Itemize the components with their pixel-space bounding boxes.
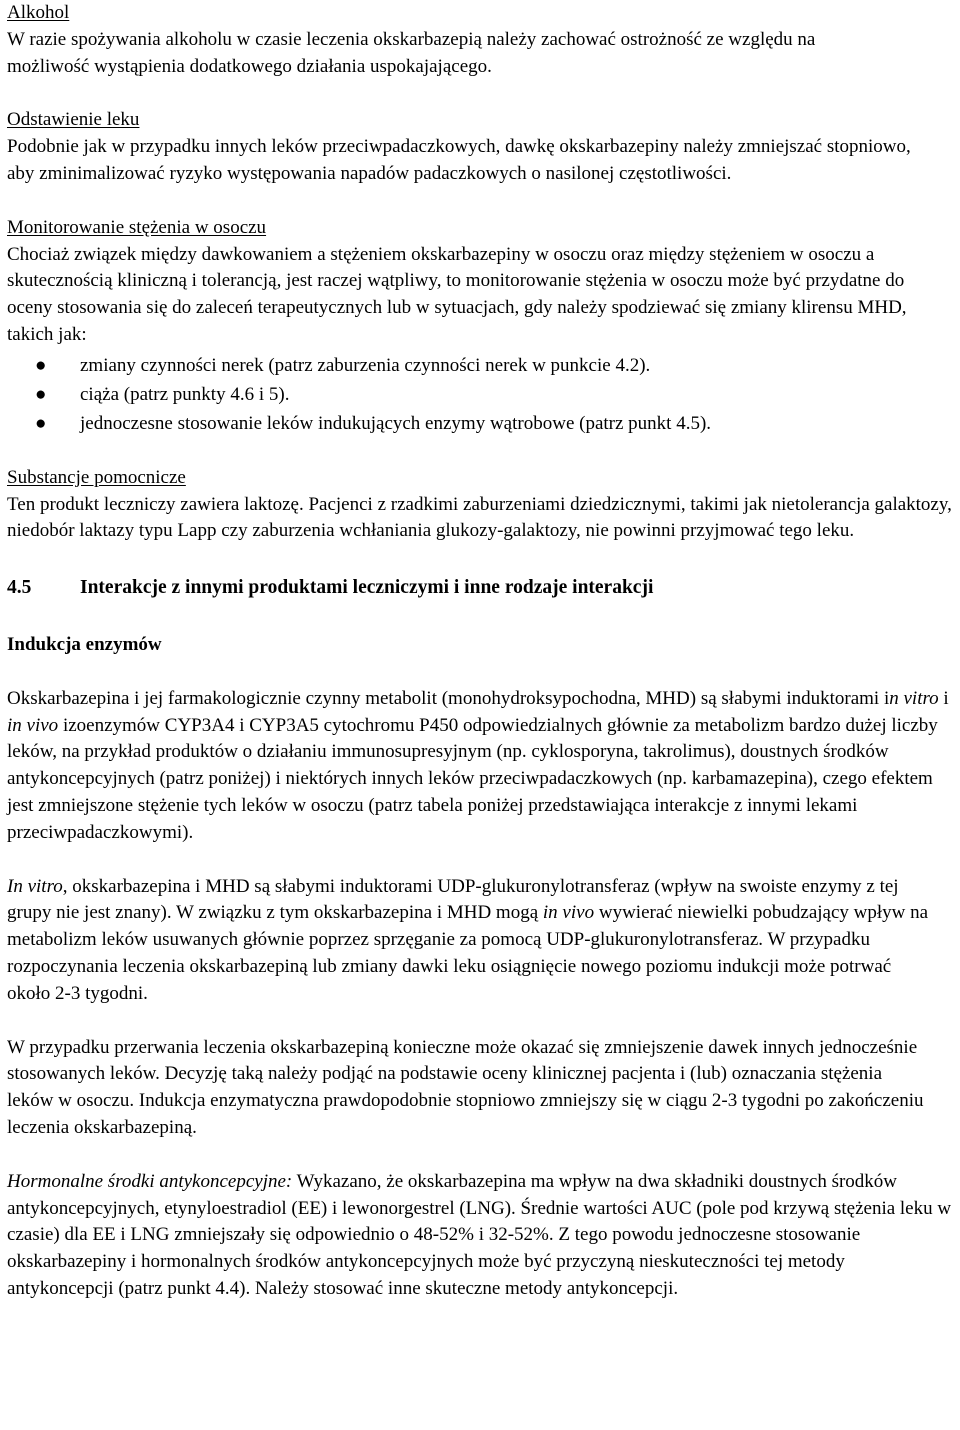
- italic-span: in vivo: [542, 902, 595, 924]
- list-item: [7, 409, 956, 438]
- section-4-5: [7, 575, 956, 1303]
- list-item: [7, 380, 956, 409]
- text-span: i: [938, 687, 949, 709]
- bullet-icon: ●: [35, 383, 47, 405]
- italic-span: n vitro: [889, 687, 939, 709]
- section-title-text: Interakcje z innymi produktami leczniczymi i inne rodzaje interakcji: [80, 577, 654, 599]
- list-item-text: jednoczesne stosowanie leków indukujących enzymy wątrobowe (patrz punkt 4.5).: [80, 412, 712, 434]
- italic-span: in vivo: [7, 714, 59, 736]
- text-span: Wykazano, że okskarbazepina ma wpływ na dwa składniki doustnych środków antykoncepcyjnych, etynyloestradiol (EE) i lewonorgestrel (LNG). Średnie wartości AUC (pole pod krzywą stężenia leku w czasie) dla EE i LNG zmniejszały się odpowiednio o 48-52% i 32-52%. Z tego powodu jednoczesne stosowanie okskarbazepiny i hormonalnych środków antykoncepcyjnych może być przyczyną nieskuteczności tej metody antykoncepcji (patrz punkt 4.4). Należy stosować inne skuteczne metody antykoncepcji.: [7, 1170, 952, 1299]
- italic-span: Hormonalne środki antykoncepcyjne:: [7, 1170, 293, 1192]
- excipients-heading: Substancje pomocnicze: [7, 466, 186, 488]
- monitoring-section: [7, 215, 956, 438]
- text-span: , okskarbazepina i MHD są słabymi induktorami UDP-glukuronylotransferaz (wpływ na swoiste enzymy z tej grupy nie jest znany). W związku z tym okskarbazepina i MHD mogą: [7, 875, 899, 924]
- monitoring-heading: Monitorowanie stężenia w osoczu: [7, 216, 267, 238]
- list-item: [7, 351, 956, 380]
- subheading-enzyme-induction: Indukcja enzymów: [7, 633, 162, 655]
- monitoring-bullet-list: [7, 351, 956, 438]
- alcohol-text: W razie spożywania alkoholu w czasie leczenia okskarbazepią należy zachować ostrożność ze względu na możliwość wystąpienia dodatkowego działania uspokajającego.: [7, 28, 816, 77]
- withdrawal-text: Podobnie jak w przypadku innych leków przeciwpadaczkowych, dawkę okskarbazepiny należy zmniejszać stopniowo, aby zminimalizować ryzyko występowania napadów padaczkowych o nasilonej częstotliwości.: [7, 136, 911, 184]
- italic-span: In vitro: [7, 875, 63, 897]
- text-span: wywierać niewielki pobudzający wpływ na metabolizm leków usuwanych głównie poprzez sprzęganie za pomocą UDP-glukuronylotransferaz. W przypadku rozpoczynania leczenia okskarbazepiną lub zmiany dawki leku osiągnięcie nowego poziomu indukcji może potrwać około 2-3 tygodni.: [7, 902, 929, 1004]
- list-item-text: ciąża (patrz punkty 4.6 i 5).: [80, 383, 290, 405]
- excipients-section: [7, 465, 956, 545]
- bullet-icon: ●: [35, 412, 47, 434]
- list-item-text: zmiany czynności nerek (patrz zaburzenia czynności nerek w punkcie 4.2).: [80, 354, 651, 376]
- paragraph-discontinuation: W przypadku przerwania leczenia okskarbazepiną konieczne może okazać się zmniejszenie dawek innych jednocześnie stosowanych leków. Decyzję taką należy podjąć na podstawie oceny klinicznej pacjenta i (lub) oznaczania stężenia leków w osoczu. Indukcja enzymatyczna prawdopodobnie stopniowo zmniejszy się w ciągu 2-3 tygodni po zakończeniu leczenia okskarbazepiną.: [7, 1036, 924, 1138]
- alcohol-section: [7, 0, 956, 80]
- withdrawal-section: [7, 107, 956, 187]
- paragraph-in-vitro: [7, 874, 932, 1008]
- section-title: [7, 575, 956, 602]
- paragraph-enzyme-induction: [7, 686, 955, 847]
- text-span: Okskarbazepina i jej farmakologicznie czynny metabolit (monohydroksypochodna, MHD) są słabymi induktorami i: [7, 687, 890, 709]
- excipients-text: Ten produkt leczniczy zawiera laktozę. Pacjenci z rzadkimi zaburzeniami dziedzicznymi, takimi jak nietolerancja galaktozy, niedobór laktazy typu Lapp czy zaburzenia wchłaniania glukozy-galaktozy, nie powinni przyjmować tego leku.: [7, 493, 952, 542]
- alcohol-heading: Alkohol: [7, 2, 70, 23]
- text-span: izoenzymów CYP3A4 i CYP3A5 cytochromu P450 odpowiedzialnych głównie za metabolizm bardzo dużej liczby leków, na przykład produktów o działaniu immunosupresyjnym (np. cyklosporyna, takrolimus), doustnych środków antykoncepcyjnych (patrz poniżej) i niektórych innych leków przeciwpadaczkowych (np. karbamazepina), czego efektem jest zmniejszone stężenie tych leków w osoczu (patrz tabela poniżej przedstawiająca interakcje z innymi lekami przeciwpadaczkowymi).: [7, 714, 938, 843]
- withdrawal-heading: Odstawienie leku: [7, 109, 140, 131]
- monitoring-text: Chociaż związek między dawkowaniem a stężeniem okskarbazepiny w osoczu oraz między stężeniem w osoczu a skutecznością kliniczną i tolerancją, jest raczej wątpliwy, to monitorowanie stężenia w osoczu może być przydatne do oceny stosowania się do zaleceń terapeutycznych lub w sytuacjach, gdy należy spodziewać się zmiany klirensu MHD, takich jak:: [7, 243, 907, 345]
- bullet-icon: ●: [35, 354, 47, 376]
- section-number: 4.5: [7, 577, 32, 599]
- paragraph-hormonal-contraceptives: [7, 1169, 955, 1303]
